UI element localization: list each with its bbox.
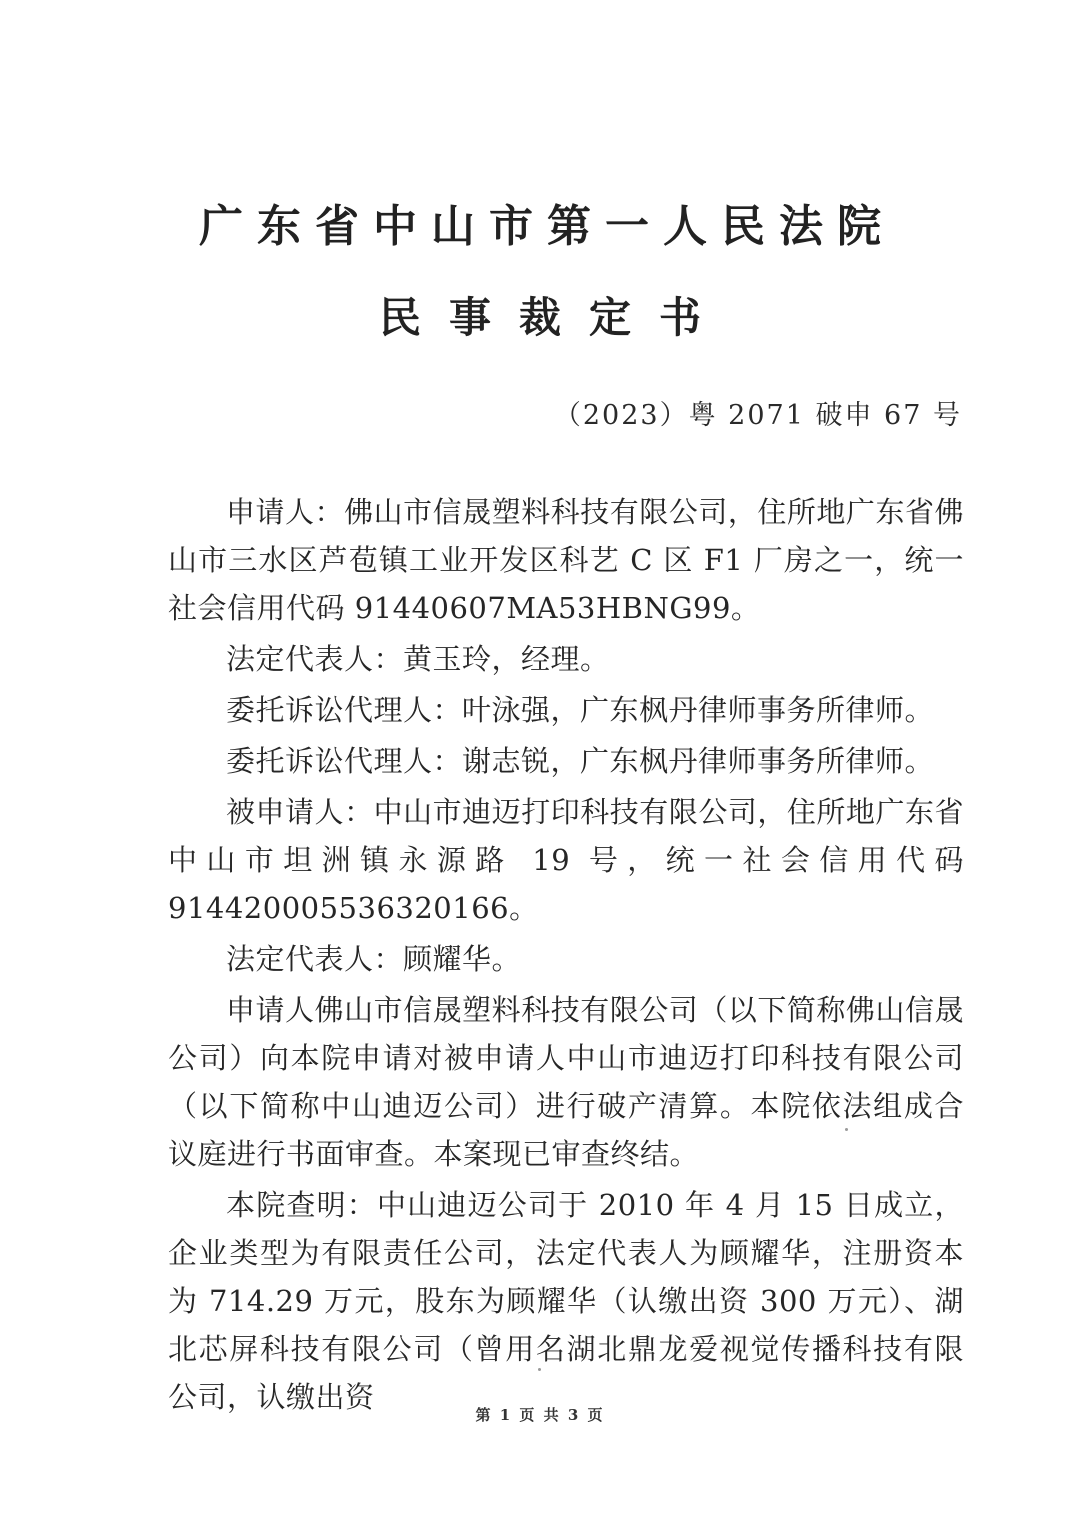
findings-paragraph: 本院查明：中山迪迈公司于 2010 年 4 月 15 日成立，企业类型为有限责任公司，法定代表人为顾耀华，注册资本为 714.29 万元，股东为顾耀华（认缴出资 300 万元）、湖北芯屏科技有限公司（曾用名湖北鼎龙爱视觉传播科技有限公司，认缴出资 xyxy=(168,1188,964,1414)
scan-speck xyxy=(845,1128,848,1131)
respondent-legal-rep-paragraph: 法定代表人：顾耀华。 xyxy=(226,942,522,976)
case-number: （2023）粤 2071 破申 67 号 xyxy=(553,400,962,431)
court-name-heading: 广东省中山市第一人民法院 xyxy=(199,201,895,252)
applicant-legal-rep-paragraph: 法定代表人：黄玉玲，经理。 xyxy=(226,642,610,676)
attorney-2-paragraph: 委托诉讼代理人：谢志锐，广东枫丹律师事务所律师。 xyxy=(226,744,935,778)
attorney-1-paragraph: 委托诉讼代理人：叶泳强，广东枫丹律师事务所律师。 xyxy=(226,693,935,727)
document-type-heading: 民事裁定书 xyxy=(378,293,729,342)
scan-speck xyxy=(538,1368,541,1371)
page-indicator: 第 1 页 共 3 页 xyxy=(475,1406,605,1424)
respondent-paragraph: 被申请人：中山市迪迈打印科技有限公司，住所地广东省中山市坦洲镇永源路 19 号，统一社会信用代码 914420005536320166。 xyxy=(168,795,964,925)
document-body xyxy=(168,488,964,1421)
applicant-paragraph: 申请人：佛山市信晟塑料科技有限公司，住所地广东省佛山市三水区芦苞镇工业开发区科艺 C 区 F1 厂房之一，统一社会信用代码 91440607MA53HBNG99。 xyxy=(168,495,964,625)
application-summary-paragraph: 申请人佛山市信晟塑料科技有限公司（以下简称佛山信晟公司）向本院申请对被申请人中山市迪迈打印科技有限公司（以下简称中山迪迈公司）进行破产清算。本院依法组成合议庭进行书面审查。本案现已审查终结。 xyxy=(168,993,964,1171)
